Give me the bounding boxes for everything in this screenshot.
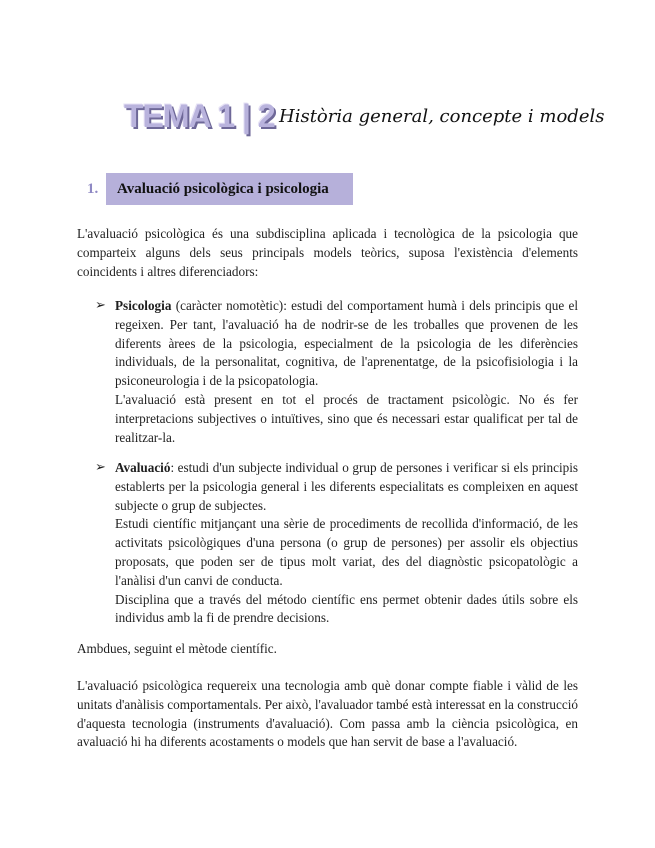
section-highlight bbox=[106, 173, 353, 205]
bullet-text bbox=[115, 459, 578, 628]
bullet-term: Psicologia bbox=[115, 298, 172, 313]
bullet-lead: (caràcter nomotètic): estudi del comportament humà i dels principis que el regeixen. Per tant, l'avaluació ha de nodrir-se de les troballes que provenen de les diferents àrees de la psicologia, especialment de la psicologia de les diferències individuals, de la personalitat, cognitiva, de l'aprenentatge, de la psicofisiologia i la psiconeurologia i de la psicopatologia. bbox=[115, 298, 578, 389]
section-number: 1. bbox=[87, 181, 99, 197]
bullet-extra: Disciplina que a través del método científic ens permet obtenir dades útils sobre els individus amb la fi de prendre decisions. bbox=[115, 591, 578, 626]
final-paragraph: L'avaluació psicològica requereix una tecnologia amb què donar compte fiable i vàlid de les unitats d'anàlisis comportamentals. Per això, l'avaluador també està interessat en la construcció d'aquesta tecnologia (instruments d'avaluació). Com passa amb la ciència psicològica, en avaluació hi ha diferents acostaments o models que han servit de base a l'avaluació. bbox=[77, 678, 578, 750]
bullet-lead: : estudi d'un subjecte individual o grup de persones i verificar si els principis establerts per la psicologia general i les diferents especialitats es compleixen en aquest subjecte o grup de subjectes. bbox=[115, 460, 578, 513]
section-title: Avaluació psicològica i psicologia bbox=[117, 181, 329, 197]
bullet-extra: Estudi científic mitjançant una sèrie de procediments de recollida d'informació, de les activitats psicològiques d'una persona (o grup de persones) per assolir els objectius proposats, que poden ser de tipus molt variat, des del diagnòstic psicopatològic a l'anàlisi d'un canvi de conducta. bbox=[115, 516, 578, 588]
bullet-text bbox=[115, 297, 578, 447]
bullet-arrow-icon: ➢ bbox=[95, 298, 106, 313]
bullet-arrow-icon: ➢ bbox=[95, 460, 106, 475]
ambdues-paragraph: Ambdues, seguint el mètode científic. bbox=[77, 641, 277, 656]
bullet-extra: L'avaluació està present en tot el procés de tractament psicològic. No és fer interpretacions subjectives o intuïtives, sino que és necessari estar qualificat per tal de realitzar-la. bbox=[115, 391, 578, 445]
bullet-term: Avaluació bbox=[115, 460, 171, 475]
tema-label: TEMA 1 | 2 bbox=[124, 98, 275, 134]
intro-paragraph: L'avaluació psicològica és una subdisciplina aplicada i tecnològica de la psicologia que comparteix alguns dels seus principals models teòrics, suposa l'existència d'elements coincidents i altres diferenciadors: bbox=[77, 226, 578, 279]
document-subtitle: Història general, concepte i models bbox=[279, 106, 605, 127]
